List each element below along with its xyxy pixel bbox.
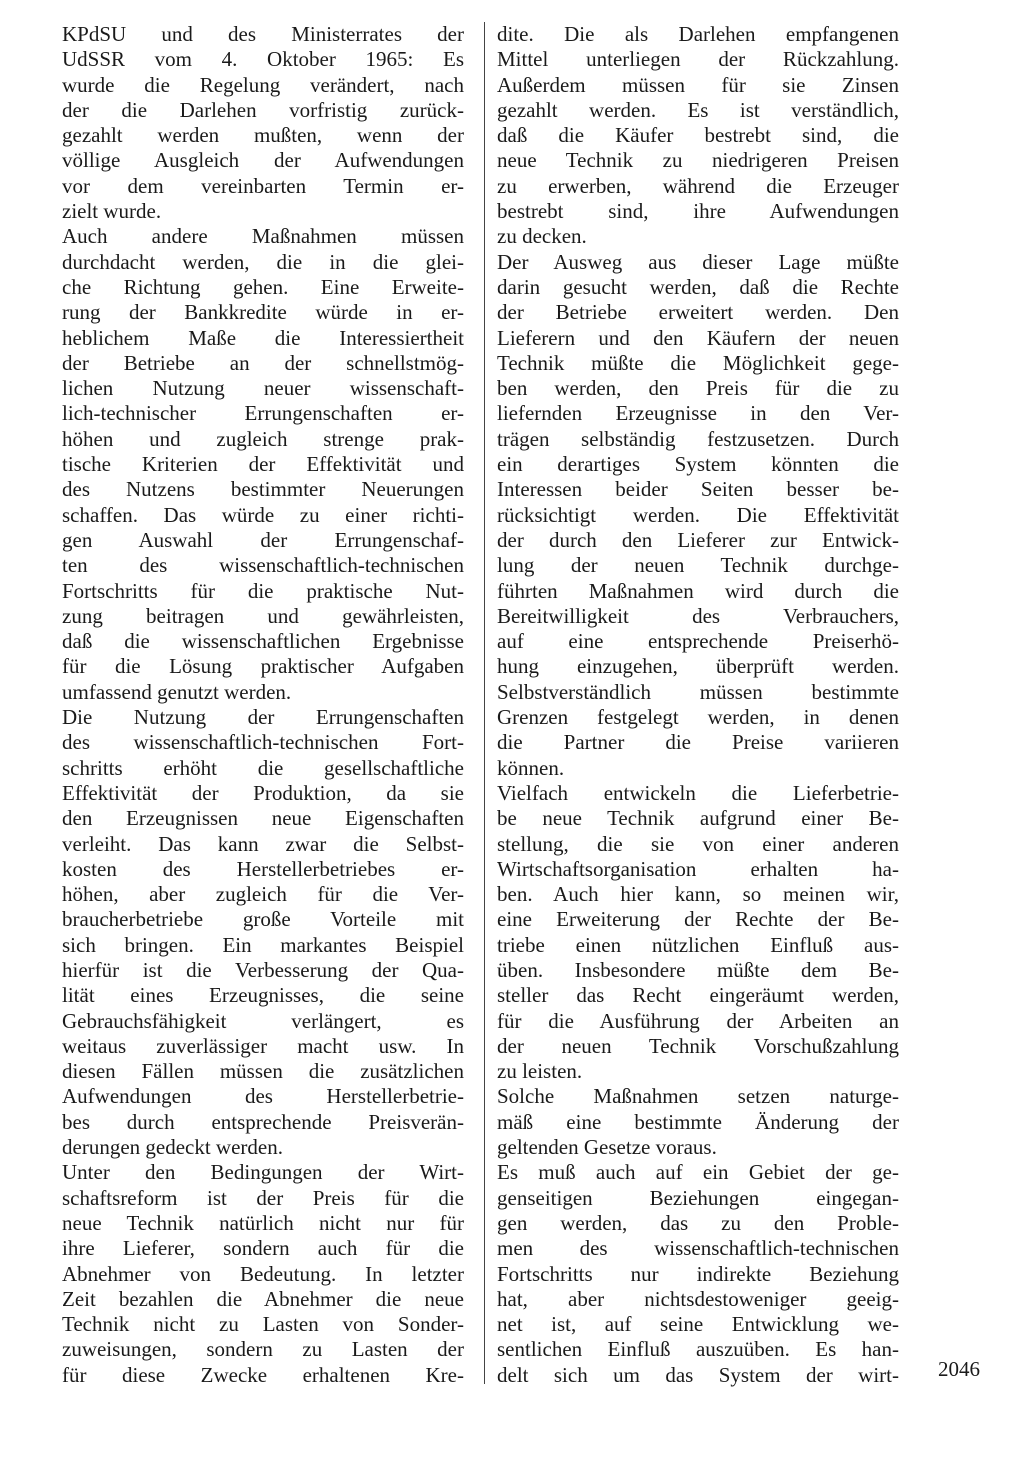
- text-line: stellung, die sie von einer anderen: [497, 831, 899, 856]
- text-line: ihre Lieferer, sondern auch für die: [62, 1236, 464, 1261]
- text-line: daß die wissenschaftlichen Ergebnisse: [62, 629, 464, 654]
- text-line: heblichem Maße die Interessiertheit: [62, 325, 464, 350]
- text-line: weitaus zuverlässiger macht usw. In: [62, 1033, 464, 1058]
- text-line: sich bringen. Ein markantes Beispiel: [62, 932, 464, 957]
- text-line: steller das Recht eingeräumt werden,: [497, 983, 899, 1008]
- text-line: Solche Maßnahmen setzen naturge-: [497, 1084, 899, 1109]
- text-line: Die Nutzung der Errungenschaften: [62, 705, 464, 730]
- text-line: darin gesucht werden, daß die Rechte: [497, 274, 899, 299]
- text-line: schaffen. Das würde zu einer richti-: [62, 502, 464, 527]
- text-line: zielt wurde.: [62, 199, 162, 224]
- text-line: Fortschritts nur indirekte Beziehung: [497, 1261, 899, 1286]
- text-line: Selbstverständlich müssen bestimmte: [497, 679, 899, 704]
- text-line: neue Technik zu niedrigeren Preisen: [497, 148, 899, 173]
- text-line: gen Auswahl der Errungenschaf-: [62, 527, 464, 552]
- text-line: Auch andere Maßnahmen müssen: [62, 224, 464, 249]
- text-line: des wissenschaftlich-technischen Fort-: [62, 730, 464, 755]
- text-line: zu leisten.: [497, 1059, 583, 1084]
- text-line: Es muß auch auf ein Gebiet der ge-: [497, 1160, 899, 1185]
- text-line: Gebrauchsfähigkeit verlängert, es: [62, 1008, 464, 1033]
- text-line: be neue Technik aufgrund einer Be-: [497, 806, 899, 831]
- text-line: für die Lösung praktischer Aufgaben: [62, 654, 464, 679]
- text-line: bes durch entsprechende Preisverän-: [62, 1109, 464, 1134]
- text-line: derungen gedeckt werden.: [62, 1135, 283, 1160]
- text-line: men des wissenschaftlich-technischen: [497, 1236, 899, 1261]
- text-line: neue Technik natürlich nicht nur für: [62, 1210, 464, 1235]
- text-line: Vielfach entwickeln die Lieferbetrie-: [497, 780, 899, 805]
- text-line: ten des wissenschaftlich-technischen: [62, 553, 464, 578]
- text-line: schritts erhöht die gesellschaftliche: [62, 755, 464, 780]
- text-line: gen werden, das zu den Proble-: [497, 1210, 899, 1235]
- text-line: liefernden Erzeugnisse in den Ver-: [497, 401, 899, 426]
- text-line: auf eine entsprechende Preiserhö-: [497, 629, 899, 654]
- text-line: Mittel unterliegen der Rückzahlung.: [497, 47, 899, 72]
- text-line: UdSSR vom 4. Oktober 1965: Es: [62, 47, 464, 72]
- paragraph: [62, 705, 464, 1160]
- text-line: die Partner die Preise variieren: [497, 730, 899, 755]
- paragraph: [497, 250, 899, 781]
- text-line: höhen und zugleich strenge prak-: [62, 426, 464, 451]
- text-line: kosten des Herstellerbetriebes er-: [62, 856, 464, 881]
- text-line: tische Kriterien der Effektivität und: [62, 452, 464, 477]
- text-line: zu erwerben, während die Erzeuger: [497, 173, 899, 198]
- text-line: eine Erweiterung der Rechte der Be-: [497, 907, 899, 932]
- text-line: lung der neuen Technik durchge-: [497, 553, 899, 578]
- text-line: dite. Die als Darlehen empfangenen: [497, 22, 899, 46]
- left-text-column: [62, 22, 464, 1388]
- text-line: gezahlt werden mußten, wenn der: [62, 123, 464, 148]
- text-line: hat, aber nichtsdestoweniger geeig-: [497, 1286, 899, 1311]
- text-line: lich-technischer Errungenschaften er-: [62, 401, 464, 426]
- text-line: zuweisungen, sondern zu Lasten der: [62, 1337, 464, 1362]
- text-line: bestrebt sind, ihre Aufwendungen: [497, 199, 899, 224]
- paragraph: [62, 224, 464, 705]
- text-line: höhen, aber zugleich für die Ver-: [62, 882, 464, 907]
- text-line: zu decken.: [497, 224, 587, 249]
- text-line: Grenzen festgelegt werden, in denen: [497, 705, 899, 730]
- text-line: umfassend genutzt werden.: [62, 679, 292, 704]
- text-line: triebe einen nützlichen Einfluß aus-: [497, 932, 899, 957]
- text-line: net ist, auf seine Entwicklung we-: [497, 1312, 899, 1337]
- text-line: mäß eine bestimmte Änderung der: [497, 1109, 899, 1134]
- text-line: Unter den Bedingungen der Wirt-: [62, 1160, 464, 1185]
- text-line: für diese Zwecke erhaltenen Kre-: [62, 1362, 464, 1387]
- text-line: genseitigen Beziehungen eingegan-: [497, 1185, 899, 1210]
- text-line: der durch den Lieferer zur Entwick-: [497, 527, 899, 552]
- text-line: Bereitwilligkeit des Verbrauchers,: [497, 603, 899, 628]
- text-line: Zeit bezahlen die Abnehmer die neue: [62, 1286, 464, 1311]
- text-line: den Erzeugnissen neue Eigenschaften: [62, 806, 464, 831]
- text-line: vor dem vereinbarten Termin er-: [62, 173, 464, 198]
- text-line: Aufwendungen des Herstellerbetrie-: [62, 1084, 464, 1109]
- paragraph: [497, 1084, 899, 1160]
- paragraph: [497, 781, 899, 1085]
- text-line: verleiht. Das kann zwar die Selbst-: [62, 831, 464, 856]
- text-line: daß die Käufer bestrebt sind, die: [497, 123, 899, 148]
- paragraph: [62, 22, 464, 224]
- text-line: Effektivität der Produktion, da sie: [62, 780, 464, 805]
- text-line: lichen Nutzung neuer wissenschaft-: [62, 376, 464, 401]
- text-line: che Richtung gehen. Eine Erweite-: [62, 274, 464, 299]
- text-line: KPdSU und des Ministerrates der: [62, 22, 464, 46]
- text-line: gezahlt werden. Es ist verständlich,: [497, 97, 899, 122]
- text-line: völlige Ausgleich der Aufwendungen: [62, 148, 464, 173]
- text-line: hung einzugehen, überprüft werden.: [497, 654, 899, 679]
- paragraph: [497, 22, 899, 250]
- text-line: diesen Fällen müssen die zusätzlichen: [62, 1059, 464, 1084]
- text-line: zung beitragen und gewährleisten,: [62, 603, 464, 628]
- text-line: durchdacht werden, die in die glei-: [62, 249, 464, 274]
- text-line: ben. Auch hier kann, so meinen wir,: [497, 882, 899, 907]
- text-line: für die Ausführung der Arbeiten an: [497, 1008, 899, 1033]
- text-line: delt sich um das System der wirt-: [497, 1362, 899, 1387]
- text-line: führten Maßnahmen wird durch die: [497, 578, 899, 603]
- text-line: der Betriebe erweitert werden. Den: [497, 300, 899, 325]
- text-line: geltenden Gesetze voraus.: [497, 1135, 717, 1160]
- page-number: 2046: [938, 1357, 980, 1381]
- right-text-column: [497, 22, 899, 1388]
- text-line: können.: [497, 755, 565, 780]
- text-line: ben werden, den Preis für die zu: [497, 376, 899, 401]
- text-line: ein derartiges System könnten die: [497, 452, 899, 477]
- text-line: Wirtschaftsorganisation erhalten ha-: [497, 856, 899, 881]
- text-line: trägen selbständig festzusetzen. Durch: [497, 426, 899, 451]
- text-line: hierfür ist die Verbesserung der Qua-: [62, 957, 464, 982]
- text-line: Technik müßte die Möglichkeit gege-: [497, 350, 899, 375]
- paragraph: [62, 1160, 464, 1388]
- text-line: Technik nicht zu Lasten von Sonder-: [62, 1312, 464, 1337]
- text-line: der neuen Technik Vorschußzahlung: [497, 1033, 899, 1058]
- text-line: rücksichtigt werden. Die Effektivität: [497, 502, 899, 527]
- text-line: der Betriebe an der schnellstmög-: [62, 350, 464, 375]
- text-line: Abnehmer von Bedeutung. In letzter: [62, 1261, 464, 1286]
- text-line: wurde die Regelung verändert, nach: [62, 72, 464, 97]
- text-line: üben. Insbesondere müßte dem Be-: [497, 957, 899, 982]
- text-line: sentlichen Einfluß auszuüben. Es han-: [497, 1337, 899, 1362]
- paragraph: [497, 1160, 899, 1388]
- text-line: der die Darlehen vorfristig zurück-: [62, 97, 464, 122]
- text-line: Fortschritts für die praktische Nut-: [62, 578, 464, 603]
- text-line: lität eines Erzeugnisses, die seine: [62, 983, 464, 1008]
- text-line: schaftsreform ist der Preis für die: [62, 1185, 464, 1210]
- text-line: braucherbetriebe große Vorteile mit: [62, 907, 464, 932]
- column-divider-rule: [484, 22, 485, 1384]
- text-line: Der Ausweg aus dieser Lage müßte: [497, 249, 899, 274]
- text-line: rung der Bankkredite würde in er-: [62, 300, 464, 325]
- text-line: Interessen beider Seiten besser be-: [497, 477, 899, 502]
- text-line: des Nutzens bestimmter Neuerungen: [62, 477, 464, 502]
- text-line: Außerdem müssen für sie Zinsen: [497, 72, 899, 97]
- text-line: Lieferern und den Käufern der neuen: [497, 325, 899, 350]
